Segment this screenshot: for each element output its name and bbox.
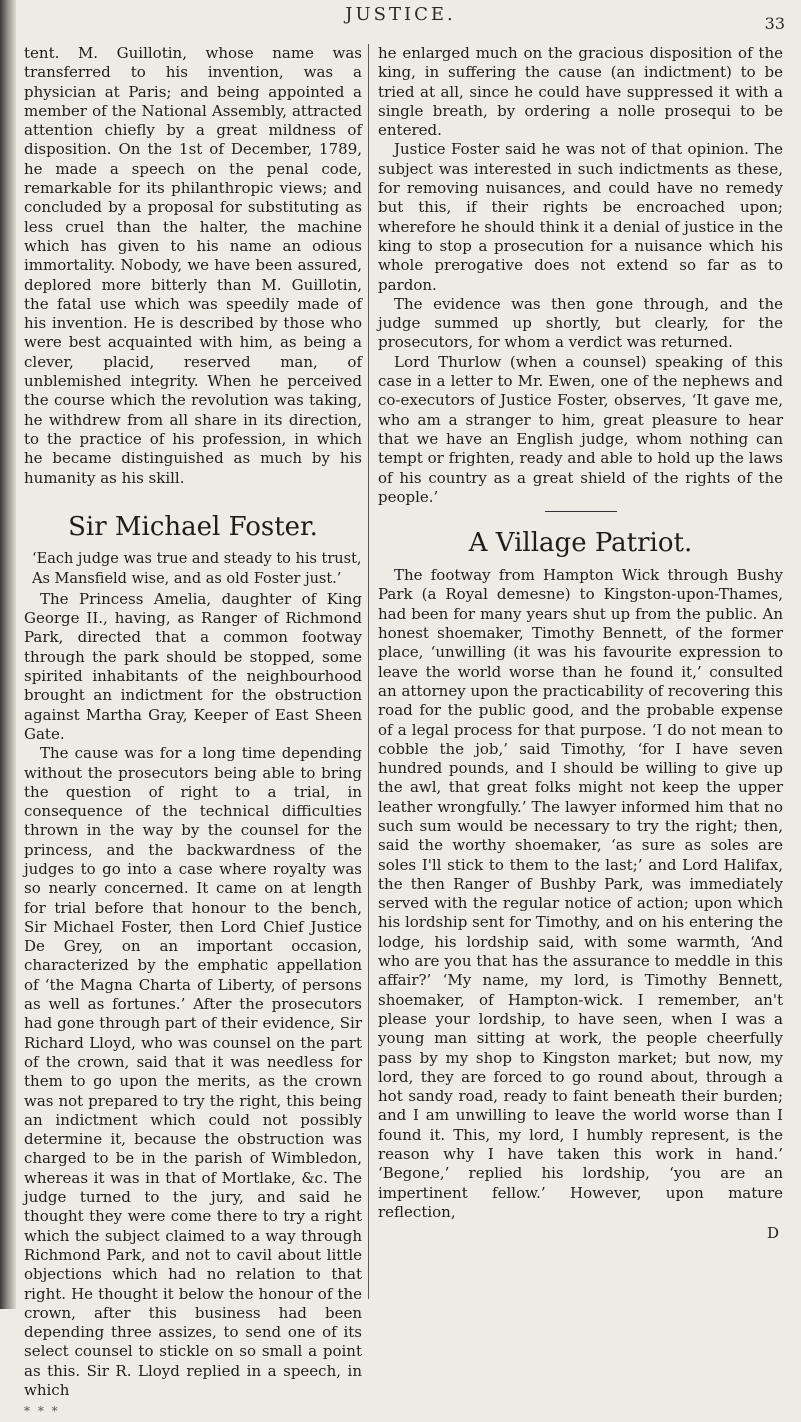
patriot-paragraph-1: The footway from Hampton Wick through Bushy Park (a Royal demesne) to Kingston-upon-Thames, had been for many years shut up from the public. An honest shoemaker, Timothy Bennett, of the former place, ‘unwilling (it was his favourite expression to leave the world worse than he found it,’ consulted an attorney upon the practicability of recovering this road for the public good, and the probable expense of a legal process for that purpose. ‘I do not mean to cobble the job,’ said Timothy, ‘for I have seven hundred pounds, and I should be willing to give up the awl, that great folks might not keep the upper leather wrongfully.’ The lawyer informed him that no such sum would be necessary to try the right; then, said the worthy shoemaker, ‘as sure as soles are soles I'll stick to them to the last;’ and Lord Halifax, the then Ranger of Bushby Park, was immediately served with the regular notice of action; upon which his lordship sent for Timothy, and on his entering the lodge, his lordship said, with some warmth, ‘And who are you that has the assurance to meddle in this affair?’ ‘My name, my lord, is Timothy Bennett, shoemaker, of Hampton-wick. I remember, an't please your lordship, to have seen, when I was a young man sitting at work, the people cheerfully pass by my shop to Kingston market; but now, my lord, they are forced to go round about, through a hot sandy road, ready to faint beneath their burden; and I am unwilling to leave the world worse than I found it. This, my lord, I humbly represent, is the reason why I have taken this work in hand.’ ‘Begone,’ replied his lordship, ‘you are an impertinent fellow.’ However, upon mature reflection, [378, 566, 783, 1221]
patriot-heading: A Village Patriot. [468, 528, 693, 559]
footer-marks: * * * [24, 1404, 60, 1419]
section-divider [545, 511, 617, 512]
epigraph-line-2: As Mansfield wise, and as old Foster just.’ [32, 570, 342, 587]
epigraph-line-1: ‘Each judge was true and steady to his trust, [32, 550, 362, 567]
foster-paragraph-5: Lord Thurlow (when a counsel) speaking of this case in a letter to Mr. Ewen, one of the nephews and co-executors of Justice Foster, observes, ‘It gave me, who am a stranger to him, great pleasure to hear that we have an English judge, whom nothing can tempt or frighten, ready and able to hold up the laws of his country as a great shield of the rights of the people.’ [378, 352, 783, 506]
foster-paragraph-3: Justice Foster said he was not of that opinion. The subject was interested in such indictments as these, for removing nuisances, and could have no remedy but this, if their rights be encroached upon; wherefore he should think it a denial of justice in the king to stop a prosecution for a nuisance which his whole prerogative does not extend so far as to pardon. [378, 140, 783, 294]
foster-paragraph-1: The Princess Amelia, daughter of King George II., having, as Ranger of Richmond Park, directed that a common footway through the park should be stopped, some spirited inhabitants of the neighbourhood brought an indictment for the obstruction against Martha Gray, Keeper of East Sheen Gate. [24, 589, 362, 743]
page-gutter-shadow [0, 0, 16, 1309]
foster-continued: he enlarged much on the gracious disposition of the king, in suffering the cause (an indictment) to be tried at all, since he could have suppressed it with a single breath, by ordering a nolle prosequi to be entered. [378, 44, 783, 140]
left-column [24, 44, 369, 1419]
foster-heading: Sir Michael Foster. [68, 511, 318, 542]
right-column [378, 44, 783, 1244]
guillotin-paragraph: tent. M. Guillotin, whose name was transferred to his invention, was a physician at Paris; and being appointed a member of the National Assembly, attracted attention chiefly by a great mildness of disposition. On the 1st of December, 1789, he made a speech on the penal code, remarkable for its philanthropic views; and concluded by a proposal for substituting as less cruel than the halter, the machine which has given to his name an odious immortality. Nobody, we have been assured, deplored more bitterly than M. Guillotin, the fatal use which was speedily made of his invention. He is described by those who were best acquainted with him, as being a clever, placid, reserved man, of unblemished integrity. When he perceived the course which the revolution was taking, he withdrew from all share in its direction, to the practice of his profession, in which he became distinguished as much by his humanity as his skill. [24, 44, 362, 487]
signature-mark: D [766, 1224, 779, 1243]
running-head: JUSTICE. [345, 4, 456, 25]
foster-paragraph-4: The evidence was then gone through, and the judge summed up shortly, but clearly, for the prosecutors, for whom a verdict was returned. [378, 294, 783, 352]
foster-paragraph-2: The cause was for a long time depending without the prosecutors being able to bring the question of right to a trial, in consequence of the technical difficulties thrown in the way by the counsel for the princess, and the backwardness of the judges to go into a case where royalty was so nearly concerned. It came on at length for trial before that honour to the bench, Sir Michael Foster, then Lord Chief Justice De Grey, on an important occasion, characterized by the emphatic appellation of ‘the Magna Charta of Liberty, of persons as well as fortunes.’ After the prosecutors had gone through part of their evidence, Sir Richard Lloyd, who was counsel on the part of the crown, said that it was needless for them to go upon the merits, as the crown was not prepared to try the right, this being an indictment which could not possibly determine it, because the obstruction was charged to be in the parish of Wimbledon, whereas it was in that of Mortlake, &c. The judge turned to the jury, and said he thought they were come there to try a right which the subject claimed to a way through Richmond Park, and not to cavil about little objections which had no relation to that right. He thought it below the honour of the crown, after this business had been depending three assizes, to send one of its select counsel to stickle on so small a point as this. Sir R. Lloyd replied in a speech, in which [24, 744, 362, 1399]
page-number: 33 [764, 14, 785, 33]
